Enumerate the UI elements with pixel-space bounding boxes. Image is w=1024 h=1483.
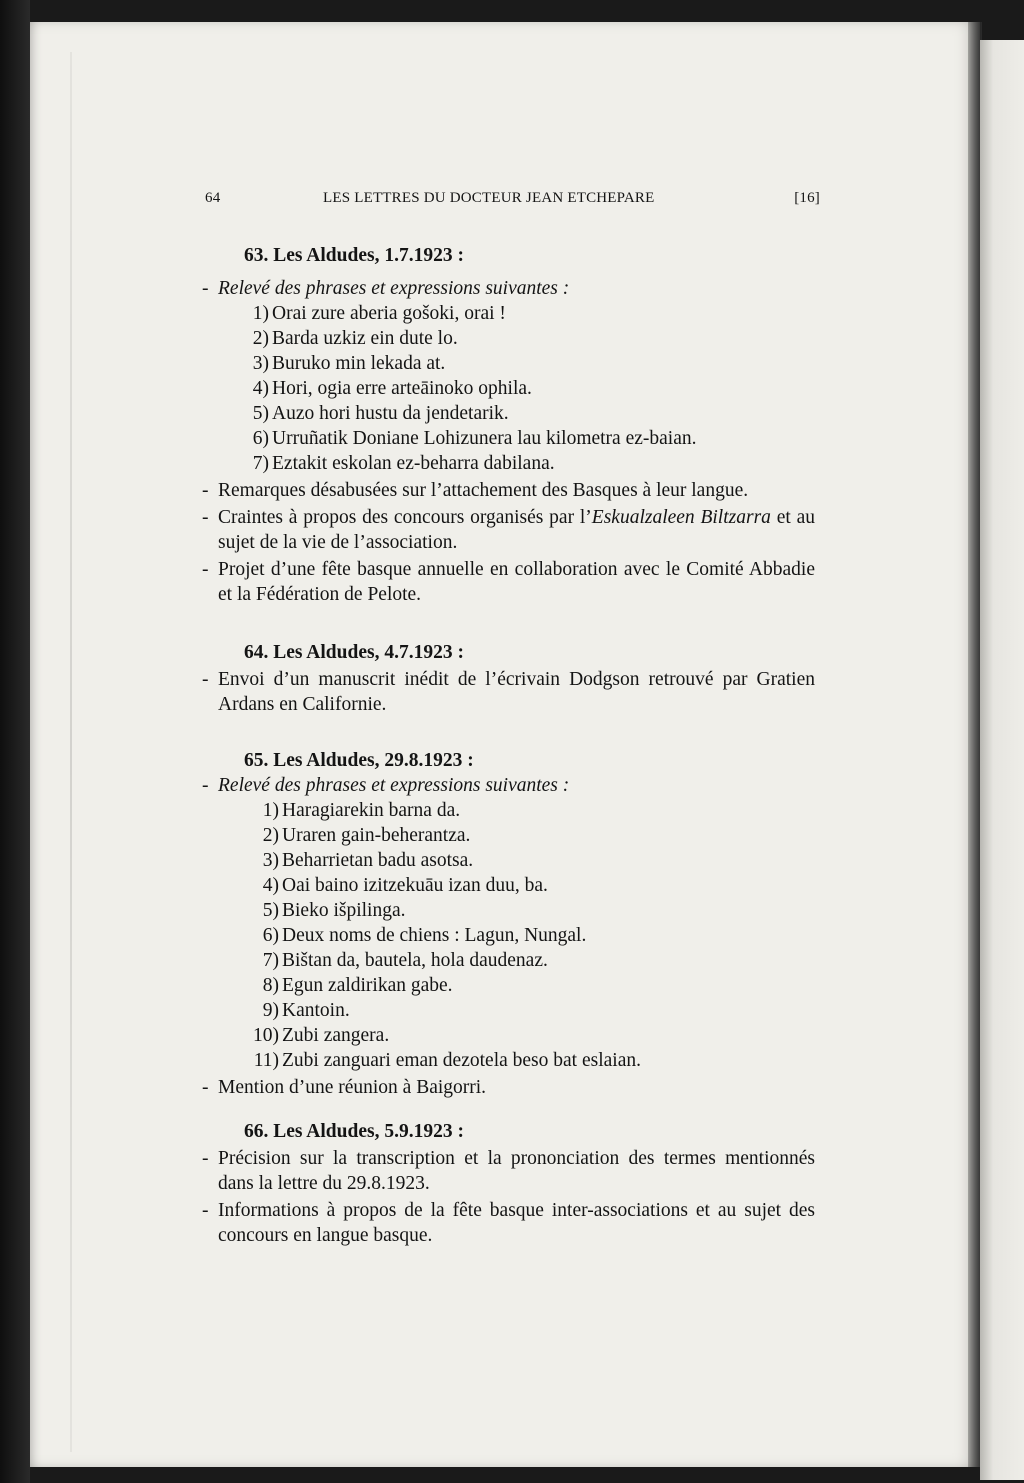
entry-63-craintes: - Craintes à propos des concours organisés par l’Eskualzaleen Biltzarra et au sujet de la vie de l’association. — [200, 505, 815, 555]
entry-63-remarques: - Remarques désabusées sur l’attachement des Basques à leur langue. — [200, 478, 815, 503]
entry-64-envoi: - Envoi d’un manuscrit inédit de l’écrivain Dodgson retrouvé par Gratien Ardans en Californie. — [200, 667, 815, 717]
list-item: 9) Kantoin. — [262, 1000, 350, 1021]
section-ref: [16] — [794, 190, 820, 206]
list-item: 6) Urruñatik Doniane Lohizunera lau kilometra ez-baian. — [252, 428, 697, 449]
list-item: 3) Beharrietan badu asotsa. — [262, 850, 474, 871]
entry-63-releve: - Relevé des phrases et expressions suivantes : — [200, 276, 815, 301]
list-item: 4) Hori, ogia erre arteāinoko ophila. — [252, 378, 532, 399]
entry-65-releve: - Relevé des phrases et expressions suivantes : — [200, 773, 815, 798]
binding-edge — [0, 0, 30, 1483]
list-item: 7) Bištan da, bautela, hola daudenaz. — [262, 950, 548, 971]
list-item: 10) Zubi zangera. — [253, 1025, 390, 1046]
list-item: 11) Zubi zanguari eman dezotela beso bat eslaian. — [253, 1050, 641, 1071]
entry-63-title: 63. Les Aldudes, 1.7.1923 : — [244, 245, 464, 266]
page-number: 64 — [205, 190, 221, 206]
entry-66-informations: - Informations à propos de la fête basque inter-associations et au sujet des concours en langue basque. — [200, 1198, 815, 1248]
list-item: 3) Buruko min lekada at. — [252, 353, 446, 374]
list-item: 2) Barda uzkiz ein dute lo. — [252, 328, 458, 349]
running-header — [205, 190, 820, 214]
list-item: 7) Eztakit eskolan ez-beharra dabilana. — [252, 453, 555, 474]
list-item: 2) Uraren gain-beherantza. — [262, 825, 471, 846]
list-item: 1) Haragiarekin barna da. — [262, 800, 461, 821]
page-fold-shadow — [70, 52, 72, 1452]
entry-65-title: 65. Les Aldudes, 29.8.1923 : — [244, 750, 474, 771]
entry-66-precision: - Précision sur la transcription et la prononciation des termes mentionnés dans la lettre du 29.8.1923. — [200, 1146, 815, 1196]
page-body — [200, 243, 815, 1248]
running-title: LES LETTRES DU DOCTEUR JEAN ETCHEPARE — [323, 190, 655, 206]
list-item: 8) Egun zaldirikan gabe. — [262, 975, 453, 996]
entry-66-title: 66. Les Aldudes, 5.9.1923 : — [244, 1121, 464, 1142]
list-item: 1) Orai zure aberia gošoki, orai ! — [252, 303, 506, 324]
entry-63-projet: - Projet d’une fête basque annuelle en collaboration avec le Comité Abbadie et la Fédération de Pelote. — [200, 557, 815, 607]
list-item: 5) Bieko išpilinga. — [262, 900, 406, 921]
list-item: 6) Deux noms de chiens : Lagun, Nungal. — [262, 925, 587, 946]
entry-65-mention: - Mention d’une réunion à Baigorri. — [200, 1075, 815, 1100]
list-item: 5) Auzo hori hustu da jendetarik. — [252, 403, 509, 424]
list-item: 4) Oai baino izitzekuāu izan duu, ba. — [262, 875, 548, 896]
facing-page-edge — [980, 40, 1024, 1480]
entry-64-title: 64. Les Aldudes, 4.7.1923 : — [244, 642, 464, 663]
